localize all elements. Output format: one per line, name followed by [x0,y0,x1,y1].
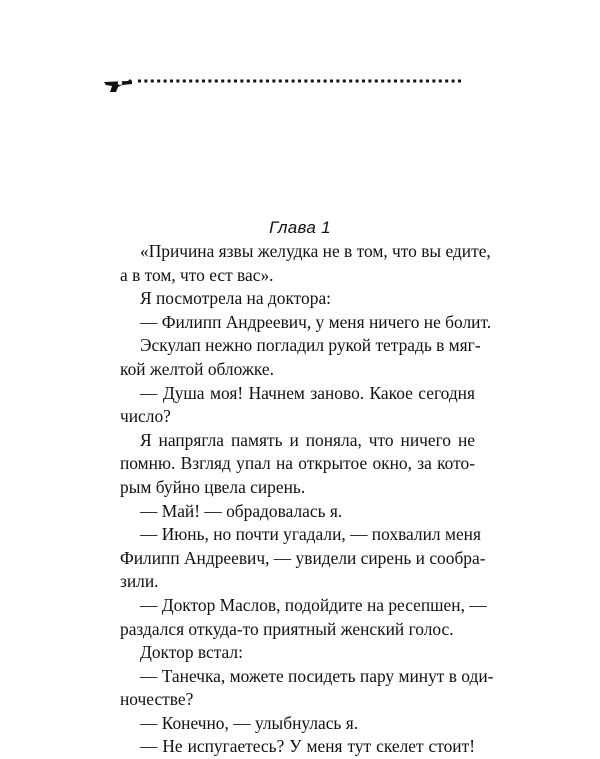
rule-dot [343,80,346,83]
rule-dot [368,80,371,83]
rule-dot [400,80,403,83]
rule-dot [304,80,307,83]
rule-dot [272,80,275,83]
rule-dot [375,80,378,83]
rule-dot [183,80,186,83]
rule-dot [349,80,352,83]
text-line: число? [120,406,171,427]
text-line: — Филипп Андреевич, у меня ничего не болит. [140,311,492,332]
text-line: а в том, что ест вас». [120,264,274,285]
rule-dot [324,80,327,83]
rule-dot [311,80,314,83]
text-line: кой желтой обложке. [120,358,274,379]
text-line: Доктор встал: [140,642,243,663]
rule-dot [362,80,365,83]
rule-dot [452,80,455,83]
rule-dot [234,80,237,83]
rule-dot [285,80,288,83]
text-line: «Причина язвы желудка не в том, что вы едите, [140,241,491,261]
rule-dot [144,80,147,83]
body-text [120,240,494,759]
revolver-icon [104,74,464,96]
rule-dot [157,80,160,83]
text-line: раздался откуда-то приятный женский голос. [120,618,454,639]
rule-dot [228,80,231,83]
rule-dot [356,80,359,83]
rule-dot [247,80,250,83]
rule-dot [170,80,173,83]
text-line: помню. Взгляд упал на открытое окно, за кото- [120,453,475,474]
rule-dot [381,80,384,83]
rule-dot [240,80,243,83]
rule-dot [176,80,179,83]
rule-dot [317,80,320,83]
text-line: — Доктор Маслов, подойдите на ресепшен, — [140,594,487,615]
rule-dot [413,80,416,83]
text-line: — Май! — обрадовалась я. [140,500,343,521]
rule-dot [432,80,435,83]
rule-dot [420,80,423,83]
rule-dot [407,80,410,83]
rule-dot [202,80,205,83]
rule-dot [151,80,154,83]
rule-dot [138,80,141,83]
text-line: — Июнь, но почти угадали, — похвалил меня [140,524,481,545]
rule-dot [164,80,167,83]
rule-dot [208,80,211,83]
rule-dot [279,80,282,83]
text-line: — Танечка, можете посидеть пару минут в оди- [140,665,494,686]
text-line: — Конечно, — улыбнулась я. [140,712,359,733]
text-line: Филипп Андреевич, — увидели сирень и сообра- [120,547,486,568]
rule-dot [189,80,192,83]
rule-dot [298,80,301,83]
rule-dot [266,80,269,83]
rule-dot [196,80,199,83]
rule-dot [330,80,333,83]
rule-dot [260,80,263,83]
rule-dot [458,80,461,83]
rule-dot [388,80,391,83]
text-line: зили. [120,571,159,592]
text-line: ночестве? [120,689,194,710]
text-line: рым буйно цвела сирень. [120,476,306,497]
text-line: — Не испугаетесь? У меня тут скелет стоит! [140,736,475,757]
rule-dot [336,80,339,83]
rule-dot [221,80,224,83]
text-line: — Душа моя! Начнем заново. Какое сегодня [140,382,475,403]
rule-dot [439,80,442,83]
rule-dot [394,80,397,83]
text-line: Эскулап нежно погладил рукой тетрадь в мяг- [140,335,481,356]
rule-dot [253,80,256,83]
rule-dot [426,80,429,83]
rule-dot [292,80,295,83]
rule-dot [445,80,448,83]
chapter-title: Глава 1 [269,218,331,237]
text-line: Я напрягла память и поняла, что ничего не [140,429,475,450]
text-line: Я посмотрела на доктора: [140,288,331,309]
rule-dot [215,80,218,83]
